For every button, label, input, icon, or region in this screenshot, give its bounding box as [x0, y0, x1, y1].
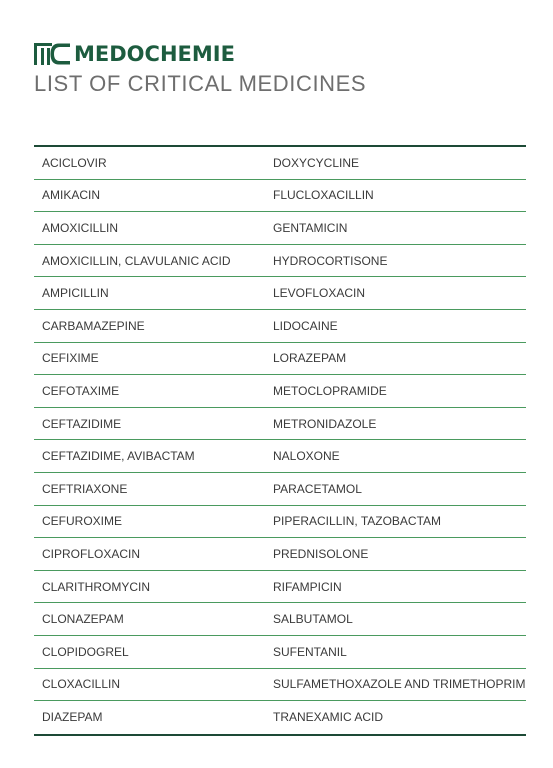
- medicine-name-right: PREDNISOLONE: [273, 546, 369, 561]
- medicine-name-left: CEFUROXIME: [42, 514, 123, 529]
- table-row: [34, 538, 526, 571]
- brand-name: MEDOCHEMIE: [74, 42, 235, 66]
- table-row: [34, 147, 526, 180]
- medicine-name-right: PIPERACILLIN, TAZOBACTAM: [273, 514, 442, 529]
- table-row: [34, 245, 526, 278]
- medicine-name-left: CEFTAZIDIME: [42, 416, 122, 431]
- table-row: [34, 375, 526, 408]
- medicine-name-left: CARBAMAZEPINE: [42, 318, 145, 333]
- table-row: [34, 180, 526, 213]
- table-row: [34, 277, 526, 310]
- medicine-name-right: SUFENTANIL: [273, 644, 347, 659]
- medicine-name-left: CEFIXIME: [42, 351, 99, 366]
- medicine-name-right: LORAZEPAM: [273, 351, 347, 366]
- table-row: [34, 701, 526, 734]
- medicine-name-right: METRONIDAZOLE: [273, 416, 377, 431]
- medicine-name-left: AMPICILLIN: [42, 286, 109, 301]
- medicine-name-left: CLOXACILLIN: [42, 677, 121, 692]
- medicine-name-right: FLUCLOXACILLIN: [273, 188, 374, 203]
- page-title: LIST OF CRITICAL MEDICINES: [34, 71, 367, 96]
- table-row: [34, 506, 526, 539]
- medicine-name-left: CEFTRIAXONE: [42, 481, 128, 496]
- table-row: [34, 603, 526, 636]
- table-row: [34, 310, 526, 343]
- medicines-table: [34, 145, 526, 736]
- table-row: [34, 212, 526, 245]
- table-row: [34, 571, 526, 604]
- medicine-name-right: METOCLOPRAMIDE: [273, 383, 387, 398]
- medicine-name-right: RIFAMPICIN: [273, 579, 342, 594]
- table-row: [34, 636, 526, 669]
- medicine-name-right: GENTAMICIN: [273, 220, 348, 235]
- medicine-name-right: HYDROCORTISONE: [273, 253, 388, 268]
- table-row: [34, 408, 526, 441]
- medicine-name-left: CLARITHROMYCIN: [42, 579, 151, 594]
- medicine-name-right: TRANEXAMIC ACID: [273, 710, 384, 725]
- medicine-name-left: CEFTAZIDIME, AVIBACTAM: [42, 449, 195, 464]
- table-row: [34, 669, 526, 702]
- medicine-name-right: LEVOFLOXACIN: [273, 286, 366, 301]
- medicine-name-left: CLOPIDOGREL: [42, 644, 129, 659]
- medochemie-logo-icon: [34, 43, 72, 65]
- medicine-name-left: CEFOTAXIME: [42, 383, 120, 398]
- medicine-name-left: CIPROFLOXACIN: [42, 546, 141, 561]
- document-header: [34, 42, 366, 97]
- medicine-name-left: AMOXICILLIN: [42, 220, 119, 235]
- medicine-name-right: SULFAMETHOXAZOLE AND TRIMETHOPRIM: [273, 677, 526, 692]
- medicine-name-left: DIAZEPAM: [42, 710, 103, 725]
- medicine-name-left: ACICLOVIR: [42, 155, 107, 170]
- medicine-name-right: LIDOCAINE: [273, 318, 338, 333]
- brand-logo: [34, 42, 366, 66]
- medicine-name-right: DOXYCYCLINE: [273, 155, 360, 170]
- medicine-name-right: SALBUTAMOL: [273, 612, 353, 627]
- table-row: [34, 343, 526, 376]
- medicine-name-right: NALOXONE: [273, 449, 340, 464]
- table-row: [34, 440, 526, 473]
- table-row: [34, 473, 526, 506]
- medicine-name-left: AMOXICILLIN, CLAVULANIC ACID: [42, 253, 231, 268]
- medicine-name-left: CLONAZEPAM: [42, 612, 124, 627]
- medicine-name-right: PARACETAMOL: [273, 481, 362, 496]
- medicine-name-left: AMIKACIN: [42, 188, 101, 203]
